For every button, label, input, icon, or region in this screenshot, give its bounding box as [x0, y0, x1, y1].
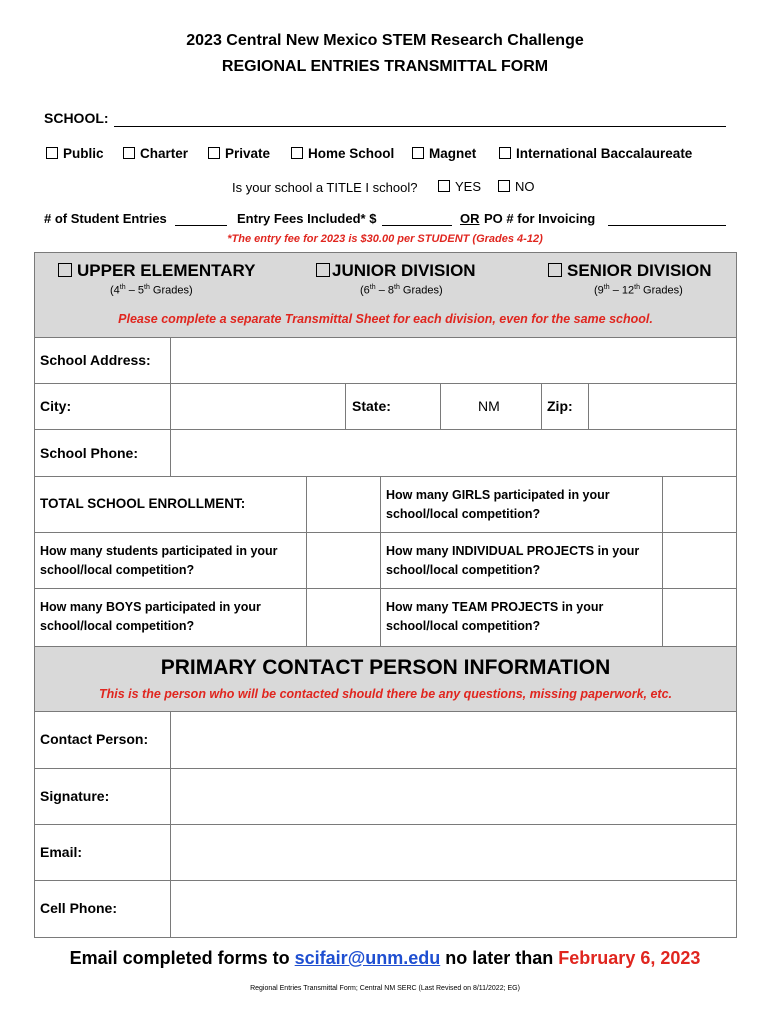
- cell-phone-label-cell: [34, 880, 171, 938]
- contact-subheading: This is the person who will be contacted should there be any questions, missing paperwork, etc.: [98, 687, 673, 701]
- total-enrollment-label: TOTAL SCHOOL ENROLLMENT:: [40, 496, 246, 511]
- school-phone-label: School Phone:: [40, 445, 138, 461]
- total-enrollment-field[interactable]: [306, 476, 381, 533]
- entry-fees-input[interactable]: [382, 225, 452, 226]
- deadline: February 6, 2023: [558, 948, 701, 968]
- email-field[interactable]: [170, 824, 737, 881]
- school-label: SCHOOL:: [44, 110, 109, 126]
- students-label: How many students participated in your school/local competition?: [40, 544, 278, 577]
- girls-field[interactable]: [662, 476, 737, 533]
- checkbox-icon[interactable]: [46, 147, 58, 159]
- po-input[interactable]: [608, 225, 726, 226]
- state-label: State:: [352, 398, 391, 414]
- footer-small-print: Regional Entries Transmittal Form; Central NM SERC (Last Revised on 8/11/2022; EG): [250, 985, 520, 992]
- school-type-home-school[interactable]: Home School: [291, 146, 394, 161]
- city-label-cell: [34, 383, 171, 430]
- email-label: Email:: [40, 844, 83, 860]
- girls-cell: [380, 476, 663, 533]
- boys-field[interactable]: [306, 588, 381, 647]
- division-senior-grades: (9th – 12th Grades): [594, 284, 683, 297]
- school-type-private[interactable]: Private: [208, 146, 270, 161]
- checkbox-icon[interactable]: [438, 180, 450, 192]
- school-type-charter[interactable]: Charter: [123, 146, 188, 161]
- division-junior[interactable]: JUNIOR DIVISION: [316, 261, 476, 281]
- zip-label-cell: [541, 383, 589, 430]
- girls-label: How many GIRLS participated in your school/local competition?: [386, 488, 610, 521]
- boys-label: How many BOYS participated in your school/local competition?: [40, 600, 261, 633]
- form-subtitle: REGIONAL ENTRIES TRANSMITTAL FORM: [221, 58, 549, 75]
- school-input-line[interactable]: [114, 126, 726, 127]
- email-link[interactable]: scifair@unm.edu: [294, 948, 441, 968]
- checkbox-icon[interactable]: [548, 263, 562, 277]
- checkbox-icon[interactable]: [58, 263, 72, 277]
- contact-person-label: Contact Person:: [40, 731, 149, 747]
- signature-field[interactable]: [170, 768, 737, 825]
- state-value: NM: [478, 398, 500, 414]
- students-cell: [34, 532, 307, 589]
- school-address-label-cell: [34, 337, 171, 384]
- division-junior-grades: (6th – 8th Grades): [360, 284, 443, 297]
- state-label-cell: [345, 383, 441, 430]
- zip-label: Zip:: [547, 398, 573, 414]
- boys-cell: [34, 588, 307, 647]
- checkbox-icon[interactable]: [123, 147, 135, 159]
- contact-person-field[interactable]: [170, 711, 737, 769]
- zip-field[interactable]: [588, 383, 737, 430]
- checkbox-icon[interactable]: [316, 263, 330, 277]
- po-or: OR: [460, 211, 480, 226]
- school-phone-label-cell: [34, 429, 171, 477]
- team-field[interactable]: [662, 588, 737, 647]
- contact-header-box: [34, 646, 737, 712]
- footer-instruction: Email completed forms to scifair@unm.edu no later than February 6, 2023: [69, 948, 701, 968]
- form-title: 2023 Central New Mexico STEM Research Challenge: [186, 32, 584, 49]
- checkbox-icon[interactable]: [498, 180, 510, 192]
- city-label: City:: [40, 398, 72, 414]
- signature-label-cell: [34, 768, 171, 825]
- division-note: Please complete a separate Transmittal Sheet for each division, even for the same school.: [118, 312, 653, 326]
- division-upper-grades: (4th – 5th Grades): [110, 284, 193, 297]
- title-i-question: Is your school a TITLE I school?: [232, 180, 418, 195]
- cell-phone-field[interactable]: [170, 880, 737, 938]
- individual-field[interactable]: [662, 532, 737, 589]
- contact-heading: PRIMARY CONTACT PERSON INFORMATION: [160, 656, 611, 679]
- title-i-yes[interactable]: YES: [438, 179, 481, 194]
- student-entries-label: # of Student Entries: [44, 211, 167, 226]
- team-cell: [380, 588, 663, 647]
- division-senior[interactable]: SENIOR DIVISION: [548, 261, 712, 281]
- checkbox-icon[interactable]: [291, 147, 303, 159]
- students-field[interactable]: [306, 532, 381, 589]
- checkbox-icon[interactable]: [412, 147, 424, 159]
- school-address-field[interactable]: [170, 337, 737, 384]
- checkbox-icon[interactable]: [208, 147, 220, 159]
- checkbox-icon[interactable]: [499, 147, 511, 159]
- school-type-magnet[interactable]: Magnet: [412, 146, 476, 161]
- school-address-label: School Address:: [40, 352, 151, 368]
- cell-phone-label: Cell Phone:: [40, 900, 118, 916]
- fee-note: *The entry fee for 2023 is $30.00 per STUDENT (Grades 4-12): [227, 233, 543, 245]
- team-label: How many TEAM PROJECTS in your school/local competition?: [386, 600, 604, 633]
- division-upper-elementary[interactable]: UPPER ELEMENTARY: [58, 261, 256, 281]
- total-enrollment-cell: [34, 476, 307, 533]
- school-type-ib[interactable]: International Baccalaureate: [499, 146, 692, 161]
- student-entries-input[interactable]: [175, 225, 227, 226]
- state-field[interactable]: [440, 383, 542, 430]
- city-field[interactable]: [170, 383, 346, 430]
- po-label: PO # for Invoicing: [484, 211, 596, 226]
- entry-fees-label: Entry Fees Included* $: [237, 211, 377, 226]
- school-type-public[interactable]: Public: [46, 146, 104, 161]
- title-i-no[interactable]: NO: [498, 179, 535, 194]
- school-phone-field[interactable]: [170, 429, 737, 477]
- contact-person-label-cell: [34, 711, 171, 769]
- individual-label: How many INDIVIDUAL PROJECTS in your school/local competition?: [386, 544, 640, 577]
- signature-label: Signature:: [40, 788, 110, 804]
- individual-cell: [380, 532, 663, 589]
- email-label-cell: [34, 824, 171, 881]
